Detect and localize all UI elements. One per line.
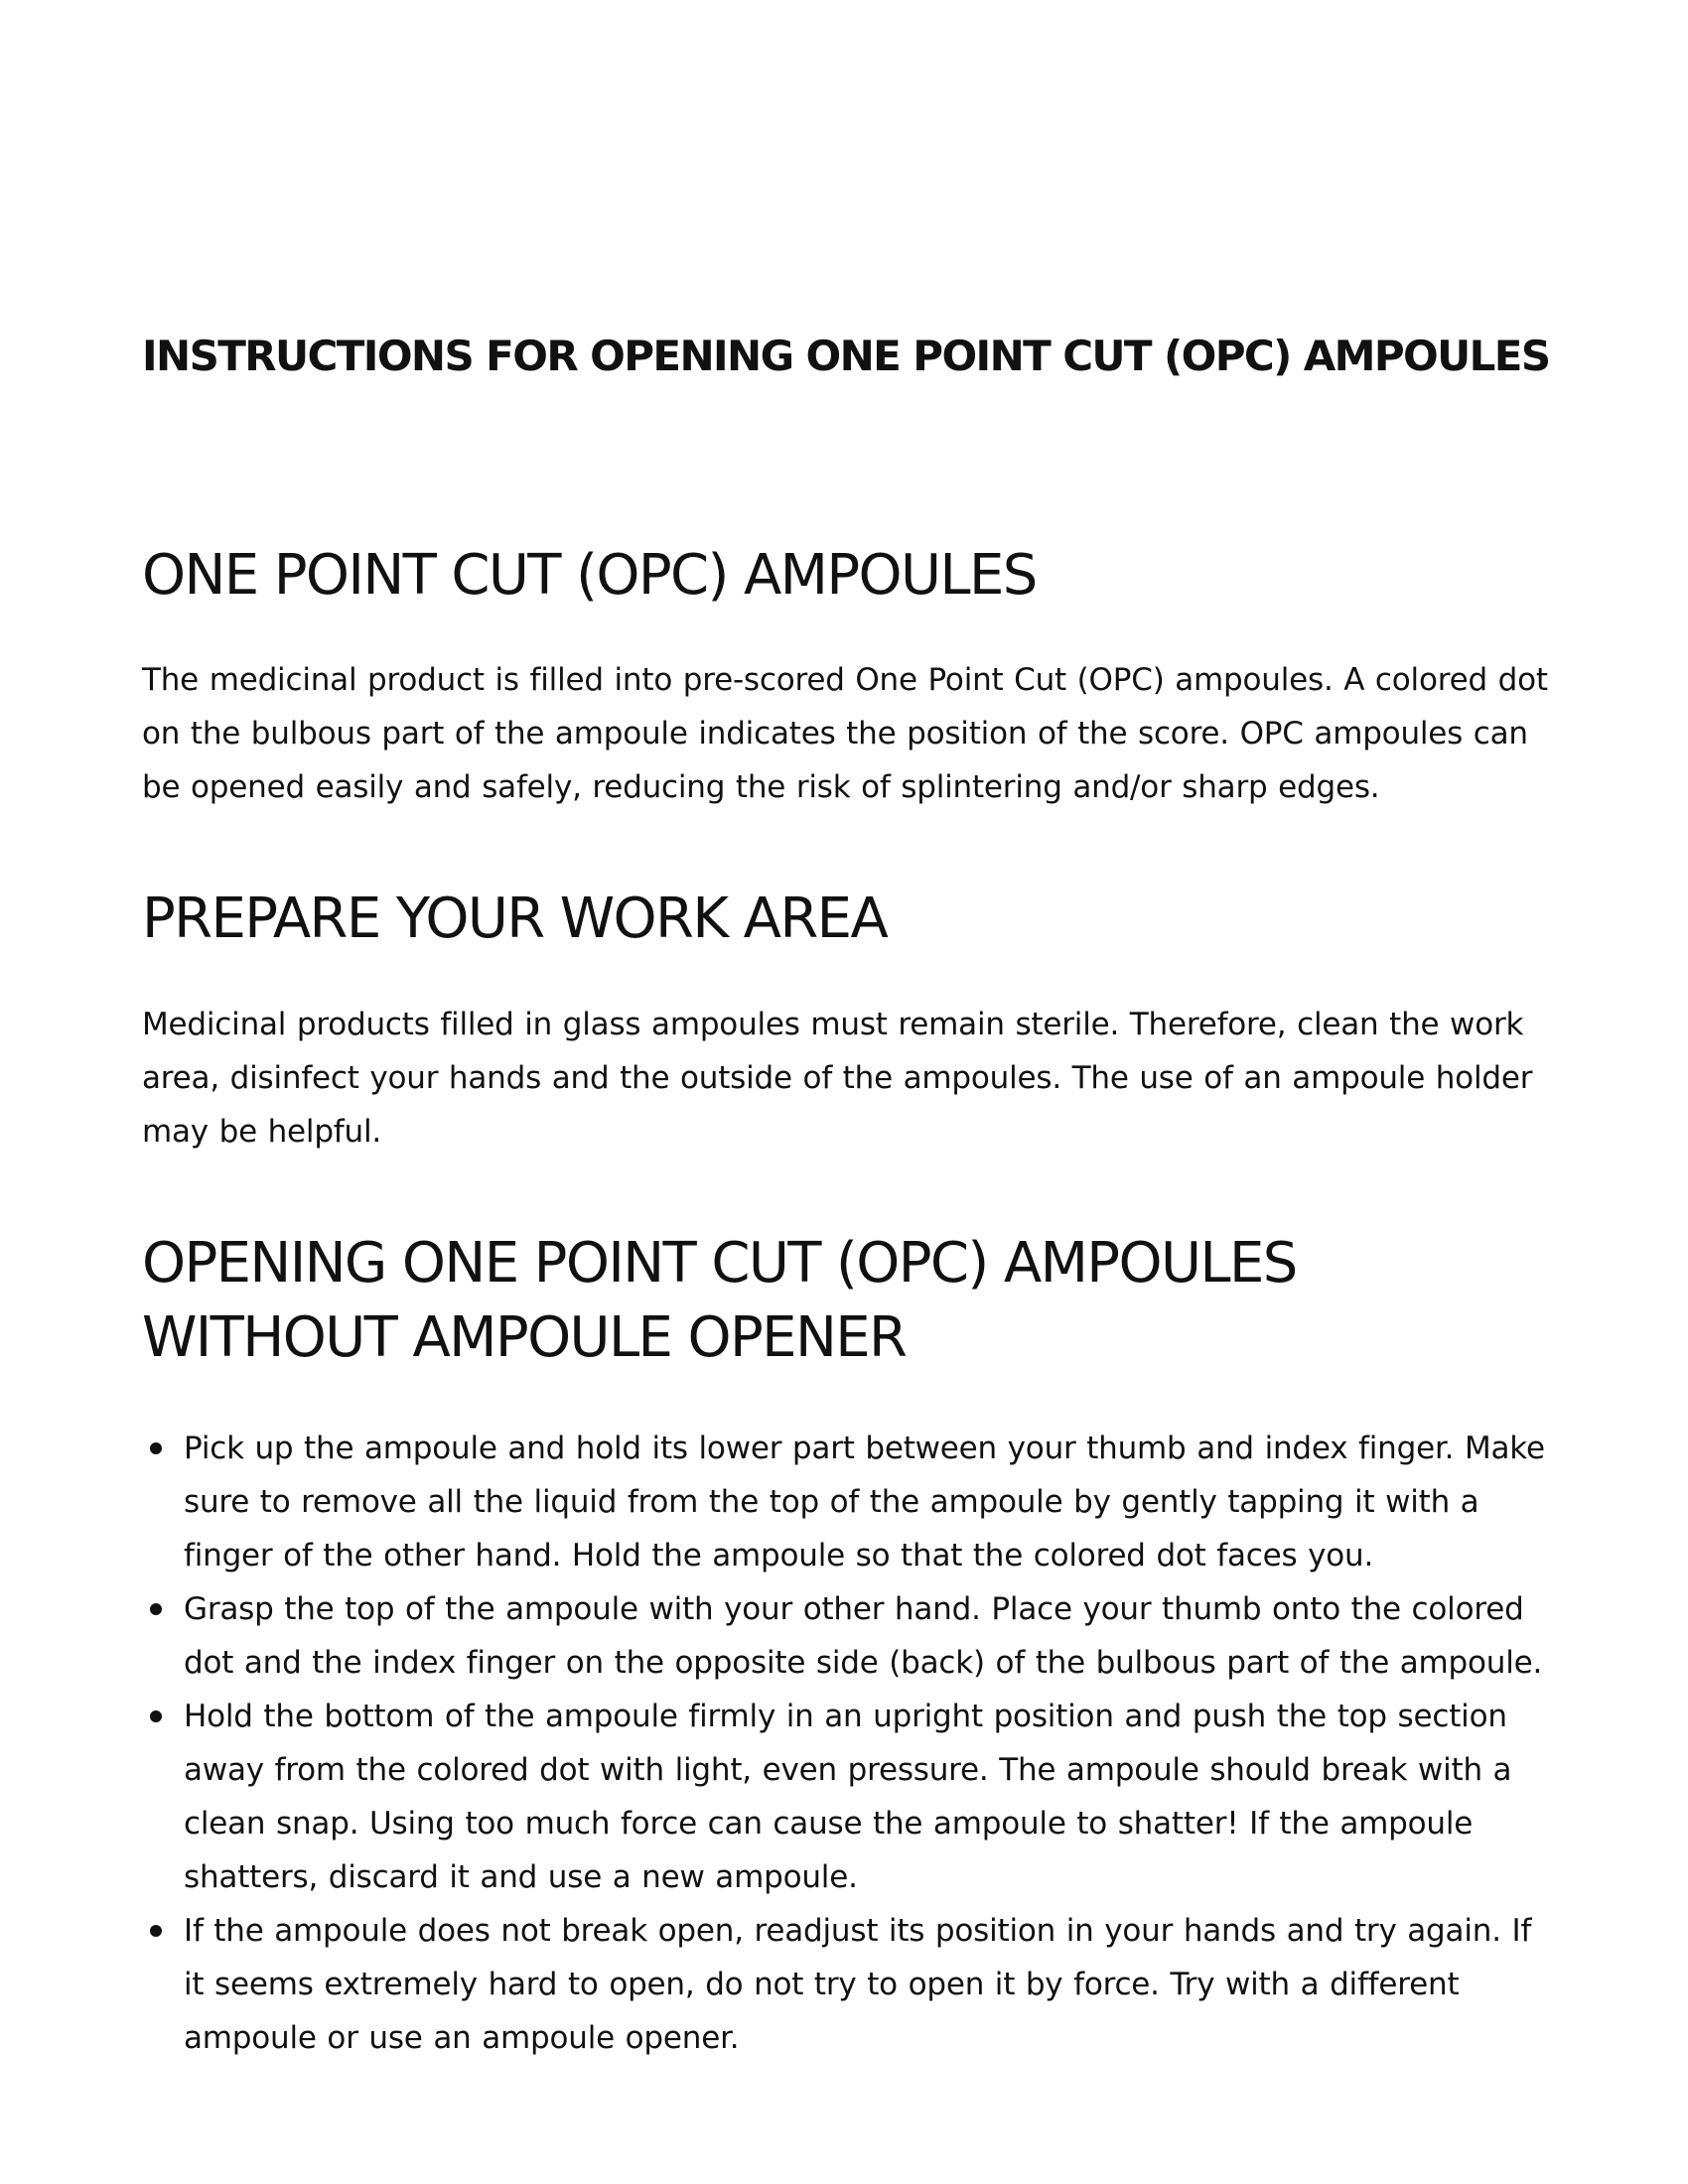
section-heading-opc-ampoules: ONE POINT CUT (OPC) AMPOULES [142, 543, 1037, 608]
section-body-opc-ampoules: The medicinal product is filled into pre-scored One Point Cut (OPC) ampoules. A colored dot on the bulbous part of the ampoule indicates the position of the score. OPC ampoules can be opened easily and safely, reducing the risk of splintering and/or sharp edges. [142, 662, 1548, 805]
bullet-dot-icon [150, 1925, 162, 1937]
section-body-prepare-work-area: Medicinal products filled in glass ampoules must remain sterile. Therefore, clean the work area, disinfect your hands and the outside of the ampoules. The use of an ampoule holder may be helpful. [142, 1007, 1533, 1150]
bullet-dot-icon [150, 1442, 162, 1454]
list-item [142, 1904, 1552, 2065]
list-item-text: Pick up the ampoule and hold its lower part between your thumb and index finger. Make sure to remove all the liquid from the top of the ampoule by gently tapping it with a finger of the other hand. Hold the ampoule so that the colored dot faces you. [184, 1431, 1545, 1573]
list-item-text: Hold the bottom of the ampoule firmly in an upright position and push the top section away from the colored dot with light, even pressure. The ampoule should break with a clean snap. Using too much force can cause the ampoule to shatter! If the ampoule shatters, discard it and use a new ampoule. [184, 1699, 1512, 1895]
list-item-text: If the ampoule does not break open, readjust its position in your hands and try again. If it seems extremely hard to open, do not try to open it by force. Try with a different ampoule or use an ampoule opener. [184, 1913, 1532, 2056]
instruction-bullet-list [142, 1422, 1552, 2065]
section-heading-prepare-work-area: PREPARE YOUR WORK AREA [142, 887, 888, 951]
list-item [142, 1582, 1552, 1690]
section-heading-opening-without-opener: OPENING ONE POINT CUT (OPC) AMPOULES WITHOUT AMPOULE OPENER [142, 1231, 1297, 1370]
document-title: INSTRUCTIONS FOR OPENING ONE POINT CUT (OPC) AMPOULES [142, 332, 1550, 380]
bullet-dot-icon [150, 1603, 162, 1615]
list-item [142, 1690, 1552, 1904]
list-item [142, 1422, 1552, 1582]
bullet-dot-icon [150, 1710, 162, 1722]
list-item-text: Grasp the top of the ampoule with your other hand. Place your thumb onto the colored dot and the index finger on the opposite side (back) of the bulbous part of the ampoule. [184, 1591, 1543, 1681]
